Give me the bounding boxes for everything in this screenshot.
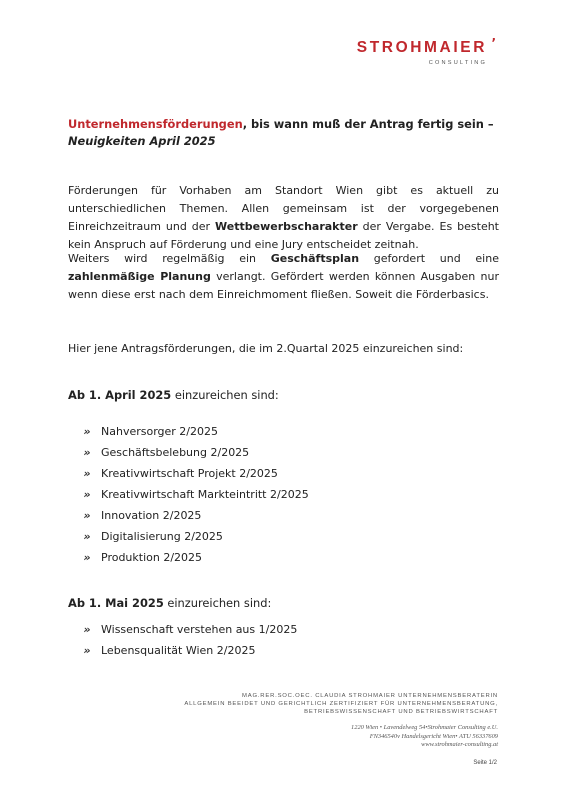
bullet-icon: »	[83, 488, 91, 501]
section2-text: einzureichen sind:	[163, 596, 272, 610]
section-heading-april	[68, 388, 279, 402]
para2-text-a: Weiters wird regelmäßig ein	[68, 252, 271, 265]
footer-line-2: ALLGEMEIN BEEIDET UND GERICHTLICH ZERTIFIZIERT FÜR UNTERNEHMENSBERATUNG,	[184, 701, 498, 707]
section2-date: Ab 1. Mai 2025	[68, 596, 164, 610]
logo-wordmark: STROHMAIER	[356, 39, 487, 56]
para1-text-c: der Vergabe. Es besteht kein Anspruch auf Förderung und eine Jury entscheidet zeitnah.	[68, 220, 499, 251]
bullet-icon: »	[83, 644, 91, 657]
para1-text-a: Förderungen für Vorhaben am Standort Wien gibt es aktuell zu unterschiedlichen Themen. Allen gemeinsam ist der vorgegebenen Einreichzeitraum und der	[68, 184, 499, 233]
list-item	[80, 463, 309, 484]
list-item	[80, 619, 297, 640]
title-subline: Neuigkeiten April 2025	[68, 134, 216, 148]
list-item-label: Digitalisierung 2/2025	[101, 530, 223, 543]
para2-bold-1: Geschäftsplan	[270, 252, 360, 265]
list-item-label: Lebensqualität Wien 2/2025	[101, 644, 256, 657]
section-heading-mai	[68, 596, 271, 610]
bullet-icon: »	[83, 551, 91, 564]
list-item-label: Kreativwirtschaft Projekt 2/2025	[101, 467, 278, 480]
list-item-label: Nahversorger 2/2025	[101, 425, 218, 438]
list-item-label: Geschäftsbelebung 2/2025	[101, 446, 250, 459]
bullet-icon: »	[83, 623, 91, 636]
bullet-icon: »	[83, 425, 91, 438]
section1-text: einzureichen sind:	[171, 388, 279, 402]
bullet-icon: »	[83, 530, 91, 543]
para1-bold: Wettbewerbscharakter	[215, 220, 358, 233]
footer-line-3: BETRIEBSWISSENSCHAFT UND BETRIEBSWIRTSCHAFT	[304, 709, 498, 715]
bullet-icon: »	[83, 446, 91, 459]
logo-subtitle: CONSULTING	[428, 59, 487, 66]
document-title	[68, 116, 498, 150]
list-item	[80, 505, 309, 526]
para2-bold-2: zahlenmäßige Planung	[68, 270, 211, 283]
footer-line-1: MAG.RER.SOC.OEC. CLAUDIA STROHMAIER UNTERNEHMENSBERATERIN	[242, 693, 498, 699]
para2-text-e: verlangt. Gefördert werden können Ausgaben nur wenn diese erst nach dem Einreichmoment fließen. Soweit die Förderbasics.	[68, 270, 499, 301]
title-highlight: Unternehmensförderungen	[68, 117, 243, 131]
list-item	[80, 526, 309, 547]
para2-text-c: gefordert und eine	[359, 252, 499, 265]
bullet-icon: »	[83, 509, 91, 522]
quarter-intro: Hier jene Antragsförderungen, die im 2.Quartal 2025 einzureichen sind:	[68, 342, 464, 355]
list-item	[80, 442, 309, 463]
footer-website-link[interactable]: www.strohmaier-consulting.at	[421, 741, 498, 748]
list-item	[80, 547, 309, 568]
section1-date: Ab 1. April 2025	[68, 388, 172, 402]
mai-funding-list	[80, 619, 297, 661]
april-funding-list	[80, 421, 309, 568]
title-rest: , bis wann muß der Antrag fertig sein –	[242, 117, 494, 131]
list-item-label: Wissenschaft verstehen aus 1/2025	[101, 623, 298, 636]
list-item	[80, 421, 309, 442]
requirements-paragraph	[68, 250, 499, 304]
bullet-icon: »	[83, 467, 91, 480]
list-item-label: Kreativwirtschaft Markteintritt 2/2025	[101, 488, 309, 501]
list-item-label: Produktion 2/2025	[101, 551, 203, 564]
logo-apostrophe-mark: ’	[491, 36, 496, 50]
footer-line-5: FN346540v Handelsgericht Wien• ATU 56337609	[369, 732, 498, 740]
page-number: Seite 1/2	[473, 760, 497, 766]
footer-line-4: 1220 Wien • Lavendelweg 54•Strohmaier Consulting e.U.	[351, 724, 498, 731]
intro-paragraph	[68, 182, 499, 254]
company-logo	[356, 36, 496, 66]
list-item-label: Innovation 2/2025	[101, 509, 202, 522]
list-item	[80, 484, 309, 505]
list-item	[80, 640, 297, 661]
footer-address	[184, 692, 498, 750]
